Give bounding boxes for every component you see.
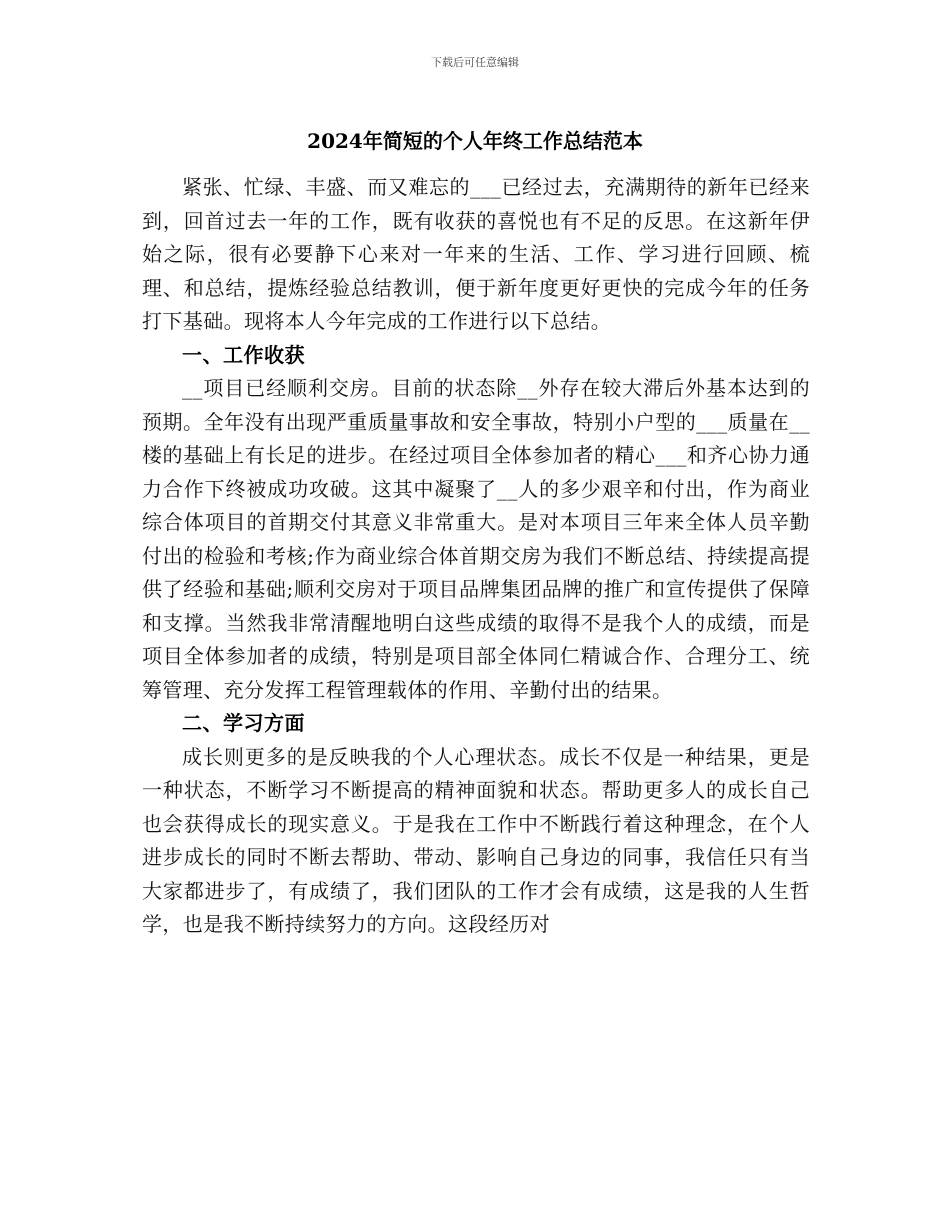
paragraph-intro: 紧张、忙绿、丰盛、而又难忘的___已经过去，充满期待的新年已经来到，回首过去一年的工作，既有收获的喜悦也有不足的反思。在这新年伊始之际，很有必要静下心来对一年来的生活、工作、学习进行回顾、梳理、和总结，提炼经验总结教训，便于新年度更好更快的完成今年的任务打下基础。现将本人今年完成的工作进行以下总结。 <box>142 175 810 333</box>
paragraph-learning: 成长则更多的是反映我的个人心理状态。成长不仅是一种结果，更是一种状态，不断学习不断提高的精神面貌和状态。帮助更多人的成长自己也会获得成长的现实意义。于是我在工作中不断践行着这种理念，在个人进步成长的同时不断去帮助、带动、影响自己身边的同事，我信任只有当大家都进步了，有成绩了，我们团队的工作才会有成绩，这是我的人生哲学，也是我不断持续努力的方向。这段经历对 <box>142 744 810 936</box>
section-heading-learning: 二、学习方面 <box>182 711 305 735</box>
document-body <box>142 171 810 942</box>
header-note: 下载后可任意编辑 <box>431 56 519 69</box>
document-title: 2024年简短的个人年终工作总结范本 <box>307 129 643 153</box>
paragraph-work-gains: __项目已经顺利交房。目前的状态除__外存在较大滞后外基本达到的预期。全年没有出现严重质量事故和安全事故，特别小户型的___质量在__楼的基础上有长足的进步。在经过项目全体参加者的精心___和齐心协力通力合作下终被成功攻破。这其中凝聚了__人的多少艰辛和付出，作为商业综合体项目的首期交付其意义非常重大。是对本项目三年来全体人员辛勤付出的检验和考核;作为商业综合体首期交房为我们不断总结、持续提高提供了经验和基础;顺利交房对于项目品牌集团品牌的推广和宣传提供了保障和支撑。当然我非常清醒地明白这些成绩的取得不是我个人的成绩，而是项目全体参加者的成绩，特别是项目部全体同仁精诚合作、合理分工、统筹管理、充分发挥工程管理载体的作用、辛勤付出的结果。 <box>142 376 810 702</box>
section-heading-work-gains: 一、工作收获 <box>182 342 305 367</box>
